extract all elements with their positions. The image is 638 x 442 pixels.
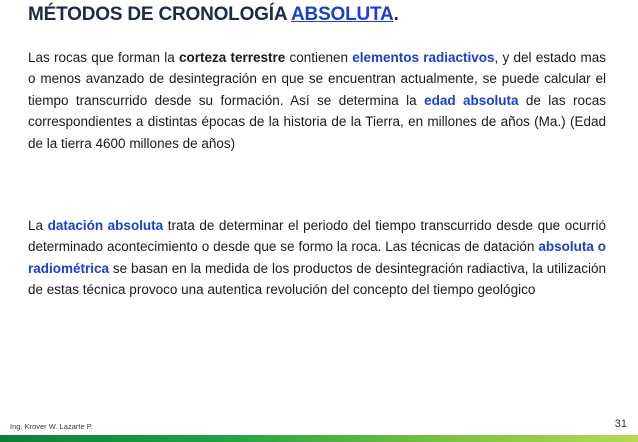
p2-text-1: La — [28, 218, 48, 233]
paragraph-2 — [28, 215, 606, 301]
p1-text-1: Las rocas que forman la — [28, 50, 179, 65]
footer-author: Ing. Krover W. Lazarte P. — [10, 422, 93, 431]
p1-text-2: contienen — [285, 50, 353, 65]
p1-text-4: de las rocas correspondientes a distintas épocas de la historia de la Tierra, en millones de años (Ma.) (Edad de la tierra 4600 millones de años) — [28, 92, 606, 151]
p2-text-2: trata de determinar el periodo del tiempo transcurrido desde que ocurrió determinado acontecimiento o desde que se formo la roca. Las técnicas de datación — [28, 218, 606, 255]
page-number: 31 — [614, 418, 627, 430]
title-prefix: MÉTODOS DE CRONOLOGÍA — [28, 4, 292, 25]
p1-bold-elementos: elementos radiactivos — [352, 50, 495, 65]
p1-bold-edad: edad absoluta — [424, 92, 519, 108]
p1-text-3: , y del estado mas o menos avanzado de desintegración en que se encuentran actualmente, se puede calcular el tiempo transcurrido desde su formación. Así se determina la — [28, 50, 606, 108]
title-highlight: ABSOLUTA — [291, 4, 394, 25]
paragraph-1 — [28, 47, 606, 154]
title-suffix: . — [393, 4, 399, 25]
footer-stripe — [0, 435, 638, 442]
p2-text-3: se basan en la medida de los productos de desintegración radiactiva, la utilización de estas técnica provoco una autentica revolución del concepto del tiempo geológico — [28, 260, 606, 298]
p2-bold-radiometrica: absoluta o radiométrica — [28, 239, 606, 276]
p2-bold-datacion: datación absoluta — [47, 218, 164, 233]
slide-title — [28, 4, 399, 26]
p1-bold-corteza: corteza terrestre — [178, 50, 286, 65]
